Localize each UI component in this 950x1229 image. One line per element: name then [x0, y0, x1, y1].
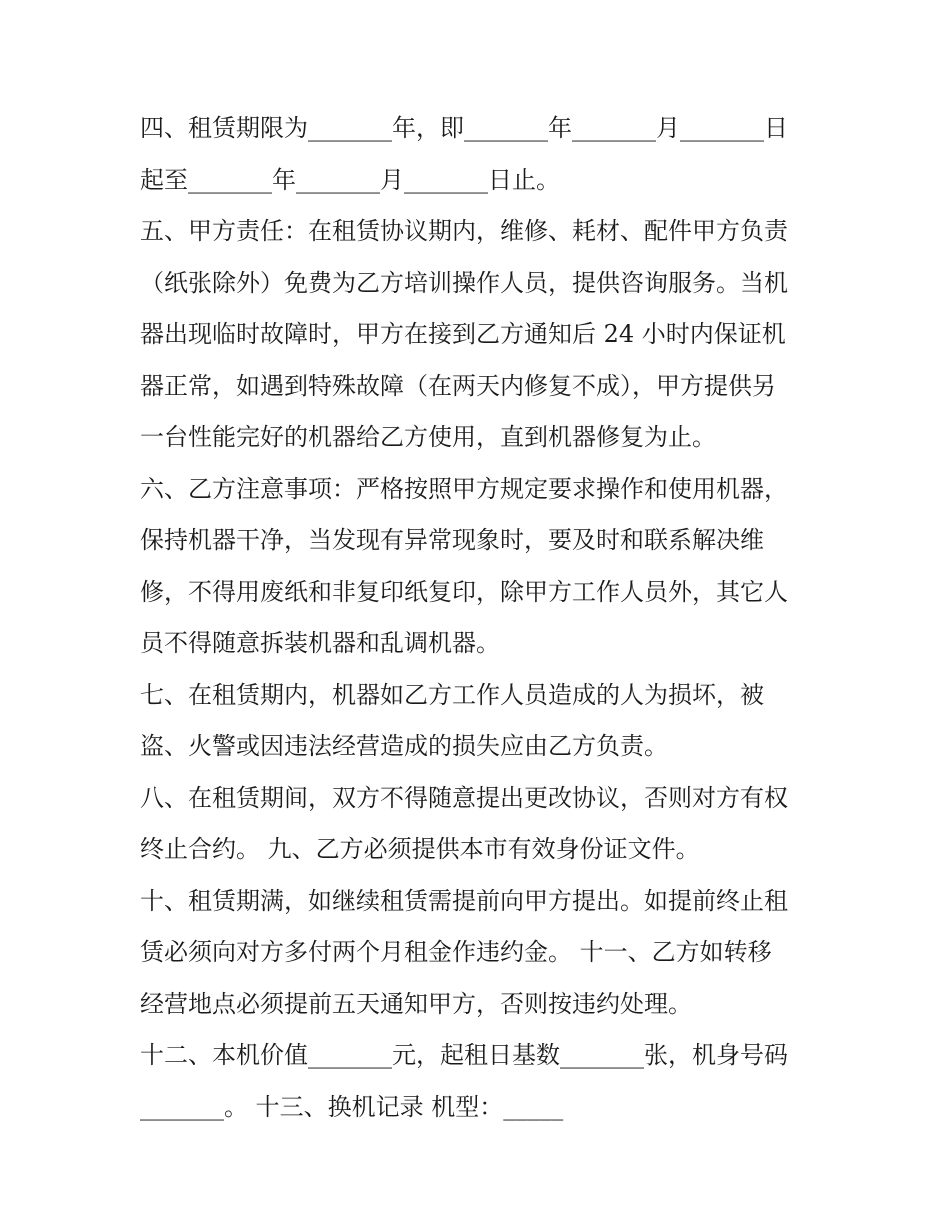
text-line: 员不得随意拆装机器和乱调机器。	[140, 629, 500, 657]
text-line: 修，不得用废纸和非复印纸复印，除甲方工作人员外，其它人	[140, 577, 788, 606]
text-line: 保持机器干净，当发现有异常现象时，要及时和联系解决维	[140, 526, 764, 554]
text-line: 一台性能完好的机器给乙方使用，直到机器修复为止。	[140, 423, 716, 451]
text-line: 四、租赁期限为_______年，即_______年_______月_______日	[140, 114, 788, 142]
text-line: 终止合约。 九、乙方必须提供本市有效身份证文件。	[140, 835, 700, 863]
text-line: 赁必须向对方多付两个月租金作违约金。 十一、乙方如转移	[140, 938, 772, 966]
text-line: 十、租赁期满，如继续租赁需提前向甲方提出。如提前终止租	[140, 886, 788, 915]
text-line: 十二、本机价值_______元，起租日基数_______张，机身号码	[140, 1041, 788, 1069]
text-line: 六、乙方注意事项：严格按照甲方规定要求操作和使用机器，	[140, 474, 788, 503]
document-body	[140, 103, 820, 1133]
text-line: 七、在租赁期内，机器如乙方工作人员造成的人为损坏，被	[140, 680, 764, 709]
text-line: 盗、火警或因违法经营造成的损失应由乙方负责。	[140, 732, 668, 760]
text-line: 器出现临时故障时，甲方在接到乙方通知后 24 小时内保证机	[140, 320, 786, 348]
text-line: _______。 十三、换机记录 机型：_____	[140, 1092, 564, 1121]
text-line: 五、甲方责任：在租赁协议期内，维修、耗材、配件甲方负责	[140, 217, 788, 245]
text-line: 经营地点必须提前五天通知甲方，否则按违约处理。	[140, 989, 692, 1018]
text-line: 器正常，如遇到特殊故障（在两天内修复不成），甲方提供另	[140, 371, 776, 400]
text-line: 八、在租赁期间，双方不得随意提出更改协议，否则对方有权	[140, 783, 788, 812]
text-line: 起至_______年_______月_______日止。	[140, 165, 560, 194]
text-line: （纸张除外）免费为乙方培训操作人员，提供咨询服务。当机	[140, 268, 788, 297]
